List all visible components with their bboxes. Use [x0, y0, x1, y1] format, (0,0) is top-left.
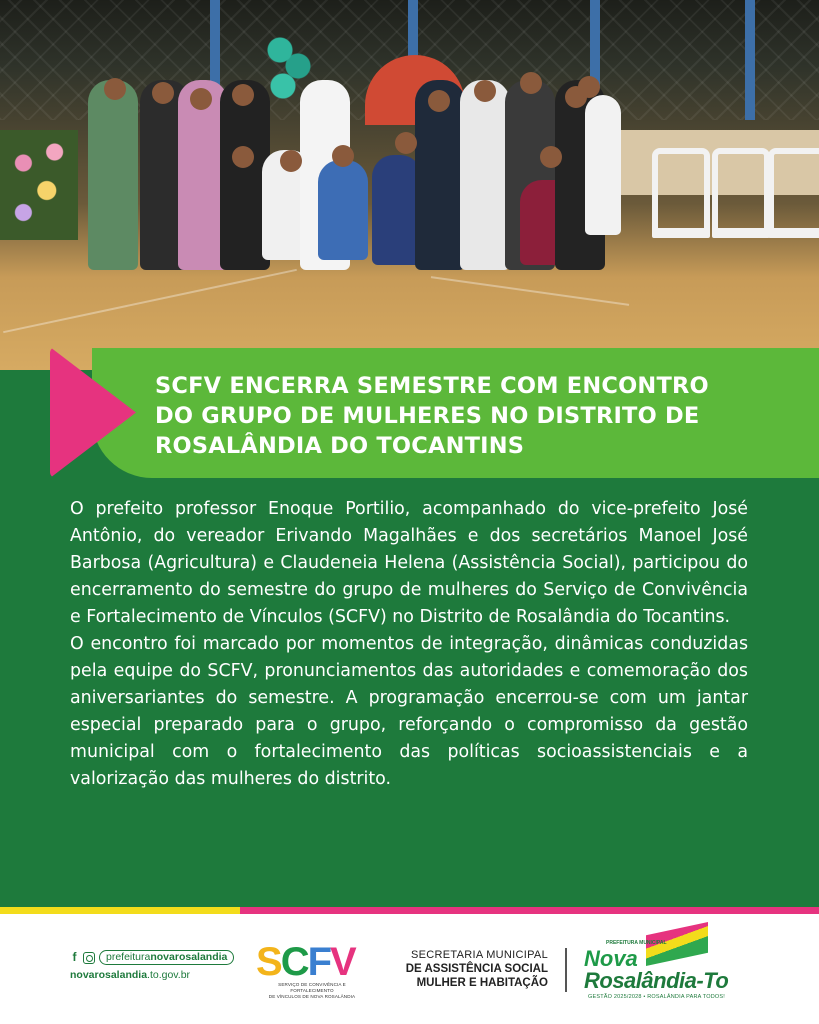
handle-prefix: prefeitura: [106, 951, 151, 963]
person-head: [332, 145, 354, 167]
headline: [155, 371, 795, 461]
scfv-subtitle: DE VÍNCULOS DE NOVA ROSALÂNDIA: [268, 994, 356, 999]
person-head: [520, 72, 542, 94]
fence-post: [745, 0, 755, 120]
logo-letter: S: [256, 940, 281, 984]
article-body: [70, 496, 748, 793]
nova-rosalandia-logo: [582, 920, 754, 1020]
logo-word-nova: Nova: [584, 946, 638, 971]
logo-tagline: GESTÃO 2025/2028 • ROSALÂNDIA PARA TODOS!: [588, 994, 725, 1000]
white-chair: [712, 148, 770, 238]
headline-line: SCFV ENCERRA SEMESTRE COM ENCONTRO: [155, 373, 709, 399]
social-handle[interactable]: [99, 950, 234, 965]
white-chair: [768, 148, 819, 238]
person-head: [540, 146, 562, 168]
person-head: [152, 82, 174, 104]
person: [585, 95, 621, 235]
court-line: [431, 276, 629, 306]
footer: [0, 914, 819, 1024]
secretaria-line: MULHER E HABITAÇÃO: [416, 977, 548, 989]
headline-line: ROSALÂNDIA DO TOCANTINS: [155, 433, 525, 459]
secretaria-logo: [390, 948, 548, 990]
person-head: [104, 78, 126, 100]
group-photo: [0, 0, 819, 370]
person-head: [428, 90, 450, 112]
person-head: [474, 80, 496, 102]
logo-suffix: -To: [696, 968, 729, 993]
logo-word: Rosalândia: [584, 968, 697, 993]
social-links: [70, 950, 234, 981]
logo-small-text: PREFEITURA MUNICIPAL: [606, 940, 667, 946]
site-name: novarosalandia: [70, 969, 148, 981]
facebook-icon[interactable]: f: [72, 950, 77, 964]
person-head: [190, 88, 212, 110]
person-head: [232, 84, 254, 106]
logo-letter: V: [330, 940, 355, 984]
person-head: [395, 132, 417, 154]
yellow-stripe: [0, 907, 240, 914]
secretaria-line: DE ASSISTÊNCIA SOCIAL: [405, 963, 548, 975]
white-chair: [652, 148, 710, 238]
scfv-logo: [256, 942, 368, 1000]
instagram-icon[interactable]: [83, 952, 95, 964]
person-head: [578, 76, 600, 98]
logo-word-rosalandia: [584, 968, 728, 994]
court-line: [3, 269, 297, 333]
article-paragraph: O encontro foi marcado por momentos de integração, dinâmicas conduzidas pela equipe do SCFV, pronunciamentos das autoridades e comemoração dos aniversariantes do semestre. A programação encerrou-se com um jantar especial preparado para o grupo, reforçando o compromisso da gestão municipal com o fortalecimento das políticas socioassistenciais e a valorização das mulheres do distrito.: [70, 634, 748, 789]
website-link[interactable]: [70, 969, 234, 981]
headline-line: DO GRUPO DE MULHERES NO DISTRITO DE: [155, 403, 700, 429]
person-head: [232, 146, 254, 168]
person: [88, 80, 138, 270]
article-paragraph: O prefeito professor Enoque Portilio, acompanhado do vice-prefeito José Antônio, do vereador Erivando Magalhães e dos secretários Manoel José Barbosa (Agricultura) e Claudeneia Helena (Assistência Social), participou do encerramento do semestre do grupo de mulheres do Serviço de Convivência e Fortalecimento de Vínculos (SCFV) no Distrito de Rosalândia do Tocantins.: [70, 499, 748, 627]
scfv-subtitle: SERVIÇO DE CONVIVÊNCIA E FORTALECIMENTO: [278, 982, 346, 993]
site-suffix: .to.gov.br: [147, 969, 191, 981]
flower-panel: [0, 130, 78, 240]
logo-letter: F: [307, 940, 331, 984]
person: [318, 160, 368, 260]
scfv-wordmark: [256, 942, 368, 982]
person: [460, 80, 510, 270]
person-head: [280, 150, 302, 172]
handle-name: novarosalandia: [150, 951, 228, 963]
secretaria-line: SECRETARIA MUNICIPAL: [410, 949, 548, 961]
pink-stripe: [240, 907, 819, 914]
logo-letter: C: [280, 940, 308, 984]
logo-divider: [565, 948, 567, 992]
